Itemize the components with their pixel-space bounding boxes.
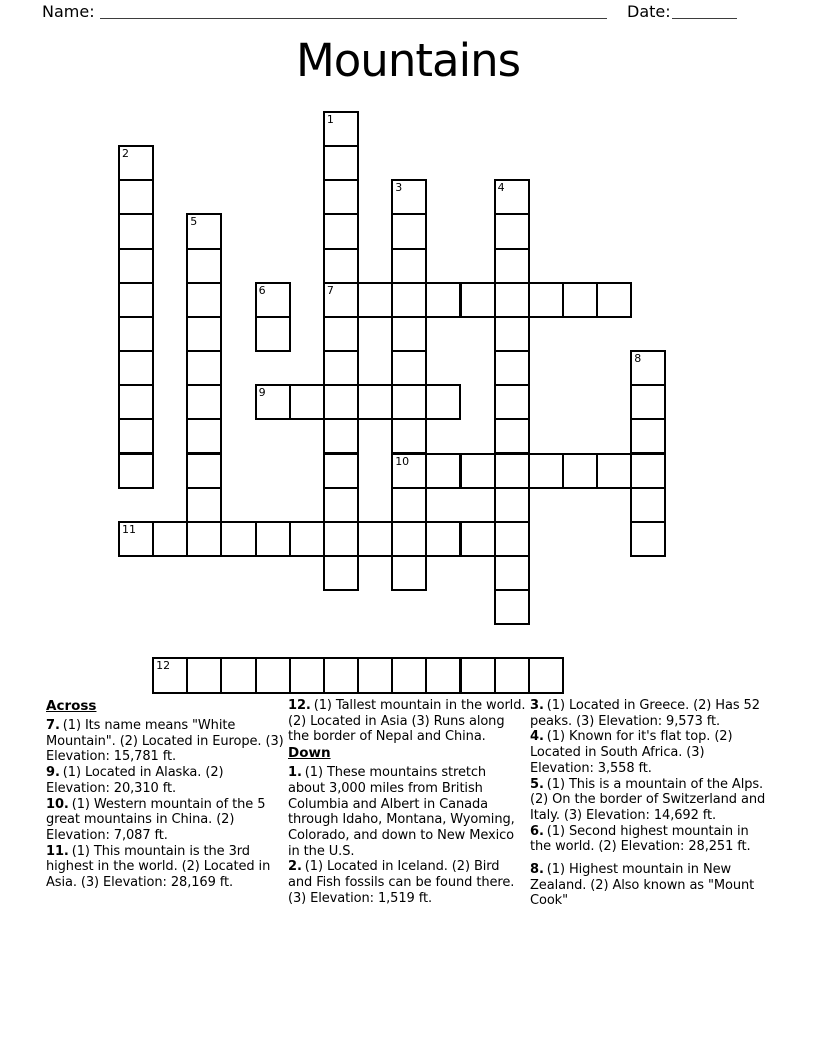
clue-column <box>288 698 526 906</box>
grid-cell[interactable] <box>152 521 188 557</box>
grid-cell[interactable] <box>118 179 154 215</box>
clue-column <box>530 698 768 909</box>
clue-10: 10. (1) Western mountain of the 5 great mountains in China. (2) Elevation: 7,087 ft. <box>46 796 266 843</box>
grid-cell[interactable] <box>460 521 496 557</box>
clue-5: 5. (1) This is a mountain of the Alps. (2) On the border of Switzerland and Italy. (3) Elevation: 14,692 ft. <box>530 776 766 823</box>
grid-cell[interactable] <box>323 316 359 352</box>
clue-3: 3. (1) Located in Greece. (2) Has 52 peaks. (3) Elevation: 9,573 ft. <box>530 698 760 729</box>
down-heading: Down <box>288 745 331 762</box>
grid-cell[interactable] <box>596 282 632 318</box>
clue-1: 1. (1) These mountains stretch about 3,000 miles from British Columbia and Albert in Canada through Idaho, Montana, Wyoming, Colorado, and down to New Mexico in the U.S. <box>288 765 515 859</box>
grid-cell[interactable] <box>562 453 598 489</box>
name-blank-line[interactable] <box>100 18 607 19</box>
grid-cell[interactable] <box>630 384 666 420</box>
grid-cell[interactable] <box>186 521 222 557</box>
grid-cell[interactable] <box>391 487 427 523</box>
grid-cell[interactable] <box>494 418 530 454</box>
clue-7: 7. (1) Its name means "White Mountain". (2) Located in Europe. (3) Elevation: 15,781 ft. <box>46 718 284 765</box>
grid-cell[interactable] <box>494 213 530 249</box>
grid-cell[interactable] <box>186 248 222 284</box>
grid-cell[interactable] <box>630 453 666 489</box>
date-blank-line[interactable] <box>672 18 737 19</box>
grid-cell[interactable] <box>425 657 461 693</box>
grid-cell[interactable] <box>357 657 393 693</box>
cell-number: 3 <box>395 181 403 195</box>
grid-cell[interactable] <box>391 521 427 557</box>
grid-cell[interactable] <box>425 384 461 420</box>
grid-cell[interactable] <box>494 282 530 318</box>
grid-cell[interactable] <box>118 418 154 454</box>
clue-number: 9. <box>46 765 60 781</box>
grid-cell[interactable] <box>460 453 496 489</box>
grid-cell[interactable] <box>186 350 222 386</box>
cell-number: 2 <box>122 147 129 161</box>
cell-number: 7 <box>326 283 334 297</box>
grid-cell[interactable] <box>186 384 222 420</box>
grid-cell[interactable] <box>494 521 530 557</box>
worksheet-title: Mountains <box>295 34 521 87</box>
grid-cell[interactable] <box>323 487 359 523</box>
grid-cell[interactable] <box>460 657 496 693</box>
cell-number: 10 <box>395 454 410 468</box>
grid-cell[interactable] <box>391 555 427 591</box>
clue-8: 8. (1) Highest mountain in New Zealand. (2) Also known as "Mount Cook" <box>530 862 755 909</box>
grid-cell[interactable] <box>186 418 222 454</box>
clue-9: 9. (1) Located in Alaska. (2) Elevation: 20,310 ft. <box>46 765 224 796</box>
across-heading: Across <box>46 698 97 714</box>
grid-cell[interactable] <box>425 521 461 557</box>
grid-cell[interactable] <box>494 350 530 386</box>
grid-cell[interactable] <box>562 282 598 318</box>
grid-cell[interactable] <box>323 179 359 215</box>
clue-number: 7. <box>46 718 60 733</box>
grid-cell[interactable] <box>494 487 530 523</box>
cell-number: 12 <box>156 659 171 673</box>
grid-cell[interactable] <box>186 453 222 489</box>
clue-6: 6. (1) Second highest mountain in the world. (2) Elevation: 28,251 ft. <box>530 823 751 855</box>
grid-cell[interactable] <box>460 282 496 318</box>
grid-cell[interactable] <box>391 350 427 386</box>
grid-cell[interactable] <box>323 145 359 181</box>
grid-cell[interactable] <box>391 418 427 454</box>
clue-number: 11. <box>46 843 69 859</box>
grid-cell[interactable] <box>494 589 530 625</box>
clue-number: 10. <box>46 796 69 812</box>
name-label: Name: <box>42 2 95 21</box>
clue-number: 8. <box>530 862 544 878</box>
clue-number: 1. <box>288 765 302 781</box>
cell-number: 8 <box>634 352 642 366</box>
grid-cell[interactable] <box>323 213 359 249</box>
clues-section <box>46 698 768 909</box>
grid-cell[interactable] <box>186 487 222 523</box>
grid-cell[interactable] <box>528 657 564 693</box>
grid-cell[interactable] <box>391 384 427 420</box>
cell-number: 6 <box>258 283 266 297</box>
grid-cell[interactable] <box>323 350 359 386</box>
grid-cell[interactable] <box>118 316 154 352</box>
grid-cell[interactable] <box>630 487 666 523</box>
clue-number: 3. <box>530 698 544 713</box>
grid-cell[interactable] <box>357 521 393 557</box>
grid-cell[interactable] <box>118 453 154 489</box>
grid-cell[interactable] <box>391 316 427 352</box>
grid-cell[interactable] <box>630 521 666 557</box>
grid-cell[interactable] <box>255 521 291 557</box>
grid-cell[interactable] <box>494 657 530 693</box>
clue-4: 4. (1) Known for it's flat top. (2) Located in South Africa. (3) Elevation: 3,558 ft. <box>530 729 733 776</box>
grid-cell[interactable] <box>118 350 154 386</box>
grid-cell[interactable] <box>357 384 393 420</box>
grid-cell[interactable] <box>323 384 359 420</box>
clue-number: 2. <box>288 859 302 875</box>
grid-cell[interactable] <box>323 555 359 591</box>
grid-cell[interactable] <box>118 282 154 318</box>
cell-number: 11 <box>122 522 136 536</box>
grid-cell[interactable] <box>596 453 632 489</box>
grid-cell[interactable] <box>220 521 256 557</box>
cell-number: 9 <box>258 386 266 400</box>
grid-cell[interactable] <box>391 248 427 284</box>
date-label: Date: <box>627 2 671 21</box>
clue-number: 12. <box>288 698 311 713</box>
grid-cell[interactable] <box>186 657 222 693</box>
grid-cell[interactable] <box>391 213 427 249</box>
grid-cell[interactable] <box>494 453 530 489</box>
grid-cell[interactable] <box>323 657 359 693</box>
clue-column <box>46 698 284 891</box>
grid-cell[interactable] <box>494 316 530 352</box>
grid-cell[interactable] <box>289 521 325 557</box>
grid-cell[interactable] <box>528 282 564 318</box>
grid-cell[interactable] <box>118 248 154 284</box>
clue-12: 12. (1) Tallest mountain in the world. (2) Located in Asia (3) Runs along the border of Nepal and China. <box>288 698 526 745</box>
cell-number: 4 <box>497 181 505 195</box>
clue-11: 11. (1) This mountain is the 3rd highest in the world. (2) Located in Asia. (3) Elevation: 28,169 ft. <box>46 843 271 891</box>
clue-2: 2. (1) Located in Iceland. (2) Bird and Fish fossils can be found there. (3) Elevation: 1,519 ft. <box>288 859 515 906</box>
grid-cell[interactable] <box>255 316 291 352</box>
cell-number: 1 <box>326 113 334 126</box>
grid-cell[interactable] <box>494 248 530 284</box>
clue-number: 6. <box>530 823 544 839</box>
clue-number: 5. <box>530 776 544 792</box>
grid-cell[interactable] <box>118 384 154 420</box>
grid-cell[interactable] <box>494 384 530 420</box>
grid-cell[interactable] <box>289 657 325 693</box>
grid-cell[interactable] <box>528 453 564 489</box>
grid-cell[interactable] <box>425 282 461 318</box>
grid-cell[interactable] <box>186 316 222 352</box>
grid-cell[interactable] <box>391 282 427 318</box>
grid-cell[interactable] <box>255 657 291 693</box>
grid-cell[interactable] <box>323 453 359 489</box>
grid-cell[interactable] <box>118 213 154 249</box>
cell-number: 5 <box>190 215 198 229</box>
grid-cell[interactable] <box>323 418 359 454</box>
grid-cell[interactable] <box>391 657 427 693</box>
grid-cell[interactable] <box>289 384 325 420</box>
grid-cell[interactable] <box>494 555 530 591</box>
grid-cell[interactable] <box>425 453 461 489</box>
grid-cell[interactable] <box>323 521 359 557</box>
clue-number: 4. <box>530 729 544 745</box>
grid-cell[interactable] <box>630 418 666 454</box>
grid-cell[interactable] <box>220 657 256 693</box>
grid-cell[interactable] <box>323 248 359 284</box>
grid-cell[interactable] <box>357 282 393 318</box>
grid-cell[interactable] <box>186 282 222 318</box>
